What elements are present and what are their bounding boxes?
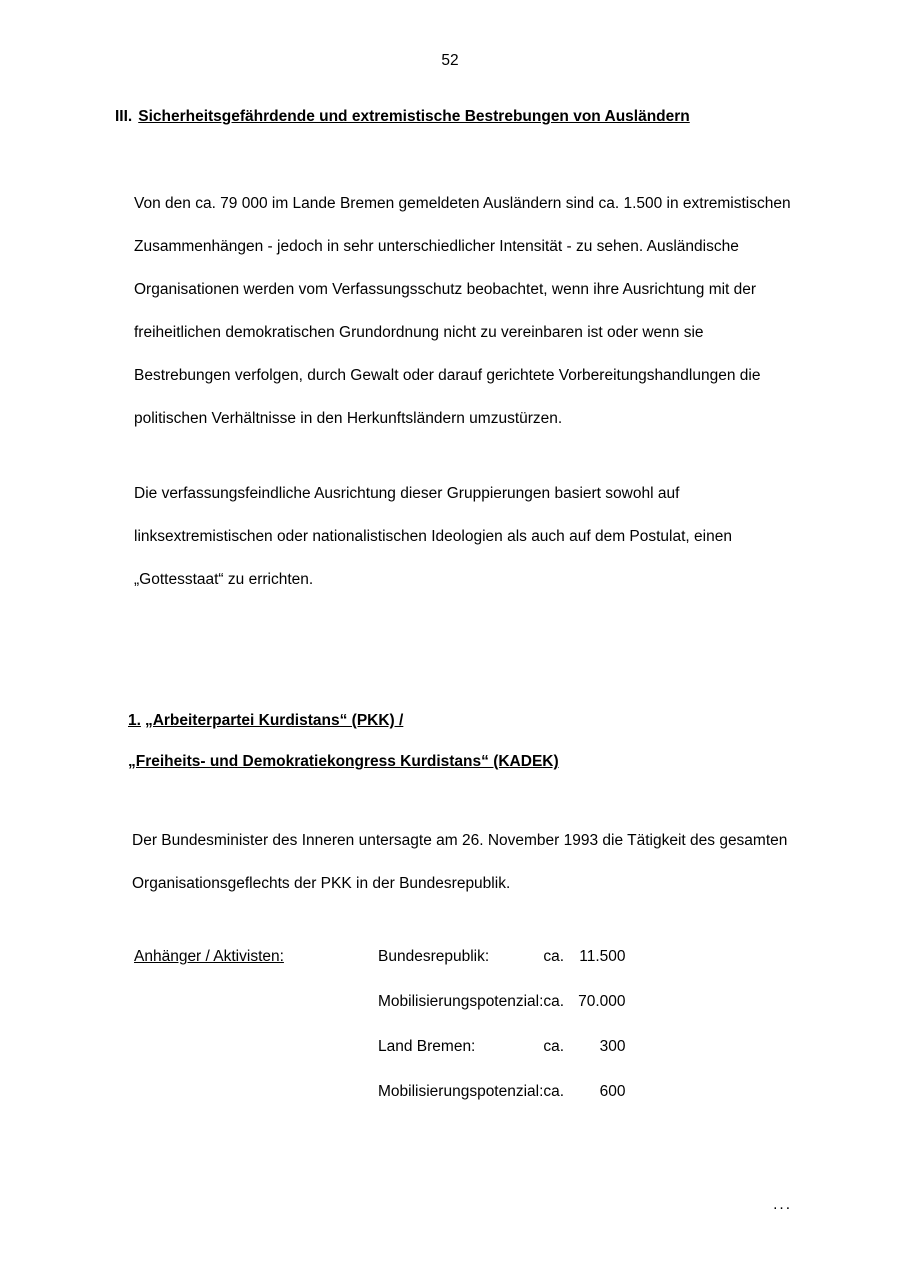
stats-category: Land Bremen: [378,1038,476,1055]
stats-value: 70.000 [578,993,626,1010]
page-number: 52 [441,52,459,69]
table-row [378,948,626,993]
section-number: III. [115,108,133,125]
stats-qualifier: ca. [543,1083,565,1100]
paragraph-text: Der Bundesminister des Inneren untersagte am 26. November 1993 die Tätigkeit des gesamten Organisationsgeflechts der PKK in der Bundesrepublik. [132,832,788,892]
pkk-paragraph [132,819,812,905]
subsection-heading-line-2 [128,741,559,782]
section-title: Sicherheitsgefährdende und extremistische Bestrebungen von Ausländern [138,108,690,125]
stats-value: 600 [599,1083,626,1100]
stats-qualifier: ca. [543,993,565,1010]
subsection-title-line-1: „Arbeiterpartei Kurdistans“ (PKK) / [144,712,404,729]
stats-category: Mobilisierungspotenzial: [378,993,544,1010]
stats-category: Bundesrepublik: [378,948,490,965]
footer-continuation-marker: ... [773,1196,792,1213]
stats-category: Mobilisierungspotenzial: [378,1083,544,1100]
stats-table [378,948,626,1128]
stats-value: 11.500 [579,948,626,965]
table-row [378,1038,626,1083]
intro-paragraph-2 [134,472,794,601]
table-row [378,1083,626,1128]
paragraph-text: Die verfassungsfeindliche Ausrichtung dieser Gruppierungen basiert sowohl auf linksextremistischen oder nationalistischen Ideologien als auch auf dem Postulat, einen „Gottesstaat“ zu errichten. [134,485,732,588]
subsection-heading-line-1 [128,700,559,741]
stats-qualifier: ca. [543,1038,565,1055]
subsection-number: 1. [128,712,141,729]
stats-label: Anhänger / Aktivisten: [134,948,284,965]
paragraph-text: Von den ca. 79 000 im Lande Bremen gemeldeten Ausländern sind ca. 1.500 in extremistischen Zusammenhängen - jedoch in sehr unterschiedlicher Intensität - zu sehen. Ausländische Organisationen werden vom Verfassungsschutz beobachtet, wenn ihre Ausrichtung mit der freiheitlichen demokratischen Grundordnung nicht zu vereinbaren ist oder wenn sie Bestrebungen verfolgen, durch Gewalt oder darauf gerichtete Vorbereitungshandlungen die politischen Verhältnisse in den Herkunftsländern umzustürzen. [134,195,791,427]
subsection-heading [128,700,559,782]
section-heading [115,108,690,126]
stats-qualifier: ca. [543,948,565,965]
stats-value: 300 [599,1038,626,1055]
intro-paragraph-1 [134,182,794,440]
subsection-title-line-2: „Freiheits- und Demokratiekongress Kurdistans“ (KADEK) [128,753,559,770]
table-row [378,993,626,1038]
